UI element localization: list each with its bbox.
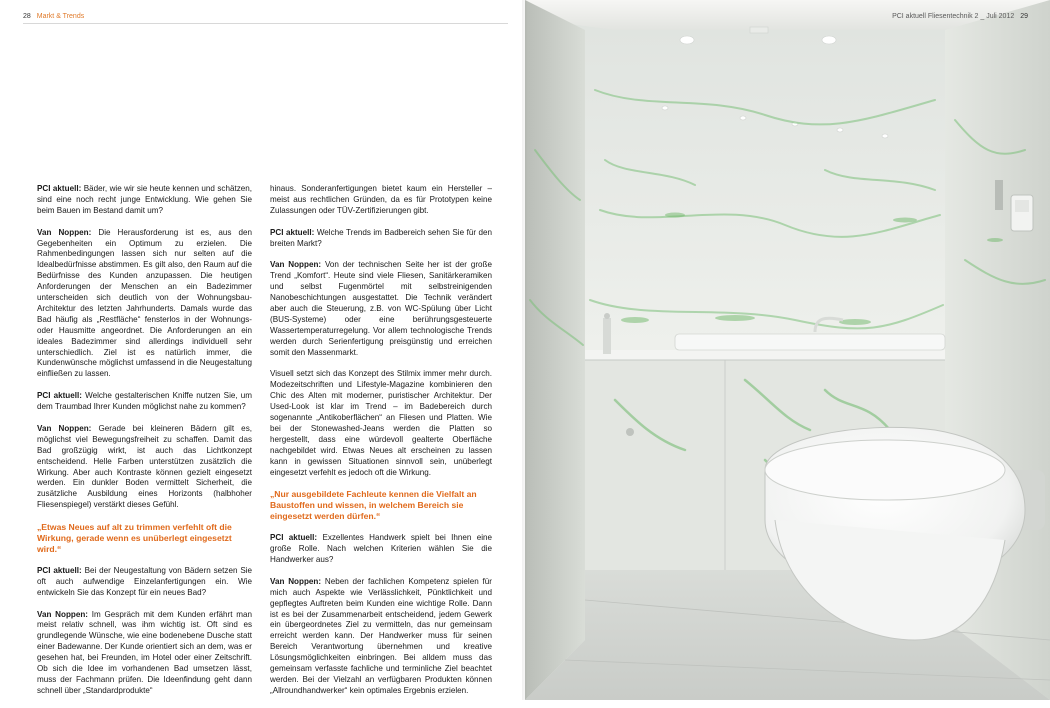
running-header-right	[892, 13, 1028, 20]
paragraph-text: Von der technischen Seite her ist der große Trend „Komfort“. Heute sind viele Fliesen, Sanitärkeramiken und selbst Fugenmörtel mit selbstreinigenden Nanobeschichtungen ausgestattet. Die Technik verändert aber auch die Steuerung, z.B. von WC-Spülung über Licht (BUS-Systeme) oder eine berührungsgesteuerte Wassertemperaturregelung. Vor allem technologische Trends werden durch Serienfertigung preisgünstig und erreichen somit den Massenmarkt.	[270, 260, 492, 357]
left-page	[0, 0, 525, 700]
header-rule	[23, 23, 508, 24]
pull-quote-text: „Etwas Neues auf alt zu trimmen verfehlt oft die Wirkung, gerade wenn es unüberlegt eingesetzt wird.“	[37, 522, 232, 555]
paragraph	[37, 566, 252, 599]
speaker-label: PCI aktuell:	[37, 184, 82, 193]
paragraph	[37, 610, 252, 697]
paragraph-text: Visuell setzt sich das Konzept des Stilmix immer mehr durch. Modezeitschriften und Lifestyle-Magazine kombinieren den Chic des Alten mit moderner, puristischer Architektur. Der Used-Look ist klar im Trend – im Badebereich durch sogenannte „Antikoberflächen“ an Fliesen und Platten. Wie bei der Stonewashed-Jeans werden die Platten so hergestellt, dass eine würdevoll gealterte Oberfläche nachgebildet wird. Etwas Neues alt erscheinen zu lassen kann in gewissen Situationen sinnvoll sein, unüberlegt eingesetzt verfehlt es jedoch oft die Wirkung.	[270, 369, 492, 477]
paragraph	[37, 424, 252, 511]
paragraph	[270, 260, 492, 358]
paragraph-text: Bei der Neugestaltung von Bädern setzen Sie oft auch aufwendige Einzelanfertigungen ein. Wie entwickeln Sie das Konzept für ein neues Bad?	[37, 565, 253, 597]
paragraph	[270, 369, 492, 478]
paragraph-text: Welche Trends im Badbereich sehen Sie für den breiten Markt?	[270, 227, 493, 248]
paragraph-text: hinaus. Sonderanfertigungen bietet kaum ein Hersteller – meist aus rechtlichen Gründen, da es für Prototypen keine Zulassungen oder TÜV-Zertifizierungen gibt.	[270, 184, 492, 215]
text-column-2	[270, 184, 492, 708]
speaker-label: Van Noppen:	[37, 609, 88, 619]
speaker-label: PCI aktuell:	[37, 565, 82, 575]
speaker-label: Van Noppen:	[270, 576, 322, 586]
speaker-label: Van Noppen:	[270, 260, 322, 270]
page-number-left: 28	[23, 13, 31, 20]
paragraph-text: Im Gespräch mit dem Kunden erfährt man meist relativ schnell, was ihm wichtig ist. Oft sind es grundlegende Wünsche, wie eine bodenebene Dusche statt einer Badewanne. Der Kunde orientiert sich an dem, was er gesehen hat, bei Freunden, im Hotel oder einer Zeitschrift. Ob sich die Idee im vorhandenen Bad umsetzen lässt, muss der Fachmann prüfen. Die Ideenfindung geht dann schnell über „Standardprodukte“	[37, 609, 252, 695]
paragraph-text: Welche gestalterischen Kniffe nutzen Sie, um dem Traumbad Ihrer Kunden möglichst nahe zu kommen?	[37, 391, 252, 412]
paragraph	[37, 391, 252, 413]
publication-title: PCI aktuell Fliesentechnik 2 _ Juli 2012	[892, 13, 1015, 20]
paragraph-text: Bäder, wie wir sie heute kennen und schätzen, sind eine noch recht junge Entwicklung. Wie gehen Sie beim Bauen im Bestand damit um?	[37, 184, 252, 215]
paragraph-text: Neben der fachlichen Kompetenz spielen für mich auch Aspekte wie Verlässlichkeit, Pünktlichkeit und gepflegtes Auftreten beim Kunden eine wichtige Rolle. Dann ist es bei der Zusammenarbeit entscheidend, jedem Gewerk ein übergeordnetes Ziel zu vermitteln, das nur gemeinsam erreicht werden kann. Der Handwerker muss für seinen Bereich Verantwortung übernehmen und kreative Lösungsmöglichkeiten einbringen. Bei alldem muss das gemeinsam verfasste fachliche und terminliche Ziel beachtet werden. Bei der Vielzahl an verfügbaren Produkten können „Allroundhandwerker“ kein optimales Ergebnis erzielen.	[270, 576, 492, 695]
pull-quote-text: „Nur ausgebildete Fachleute kennen die Vielfalt an Baustoffen und wissen, in welchem Bereich sie eingesetzt werden dürfen.“	[270, 489, 477, 522]
running-header-left	[23, 13, 84, 20]
section-label: Markt & Trends	[36, 13, 85, 20]
pull-quote	[270, 489, 492, 522]
speaker-label: Van Noppen:	[37, 227, 92, 237]
text-column-1	[37, 184, 252, 708]
paragraph	[37, 184, 252, 217]
page-gutter	[522, 0, 528, 700]
speaker-label: PCI aktuell:	[37, 391, 82, 401]
speaker-label: PCI aktuell:	[270, 533, 318, 543]
paragraph-text: Exzellentes Handwerk spielt bei Ihnen eine große Rolle. Nach welchen Kriterien wählen Sie die Handwerker aus?	[270, 533, 493, 565]
paragraph-text: Gerade bei kleineren Bädern gilt es, möglichst viel Bewegungsfreiheit zu schaffen. Damit das Bad großzügig wirkt, ist auch das Lichtkonzept entscheidend. Helle Farben unterstützen zusätzlich die Wirkung. Aber auch Kontraste können gezielt eingesetzt werden. Ein dunkler Boden vermittelt Sicherheit, die zusätzliche Ausbildung eines Horizonts (halbhoher Fliesenspiegel) verstärkt dieses Gefühl.	[37, 423, 252, 510]
paragraph	[270, 184, 492, 217]
paragraph	[37, 228, 252, 381]
pull-quote	[37, 522, 252, 555]
right-page	[525, 0, 1050, 700]
paragraph	[270, 228, 492, 250]
speaker-label: PCI aktuell:	[270, 227, 315, 237]
paragraph	[270, 533, 492, 566]
bathroom-photo	[525, 0, 1050, 700]
paragraph	[270, 577, 492, 697]
paragraph-text: Die Herausforderung ist es, aus den Gegebenheiten ein Optimum zu erzielen. Die Rahmenbedingungen lassen sich nur selten auf die Idealbedürfnisse abstimmen. Es gilt also, den Raum auf die Bedürfnisse des Kunden anzupassen. Die heutigen Anforderungen der Menschen an ein Badezimmer unterscheiden sich deutlich von der Wohnungsbau-Architektur des letzten Jahrhunderts. Damals wurde das Bad häufig als „Restfläche“ fensterlos in der Wohnungs- oder Hausmitte angeordnet. Die Anforderungen an ein ideales Badezimmer sind allerdings individuell sehr unterschiedlich. Ziel ist es natürlich immer, die Kundenwünsche möglichst umfassend in die Neugestaltung einfließen zu lassen.	[37, 227, 252, 379]
speaker-label: Van Noppen:	[37, 423, 92, 433]
page-number-right: 29	[1020, 13, 1028, 20]
